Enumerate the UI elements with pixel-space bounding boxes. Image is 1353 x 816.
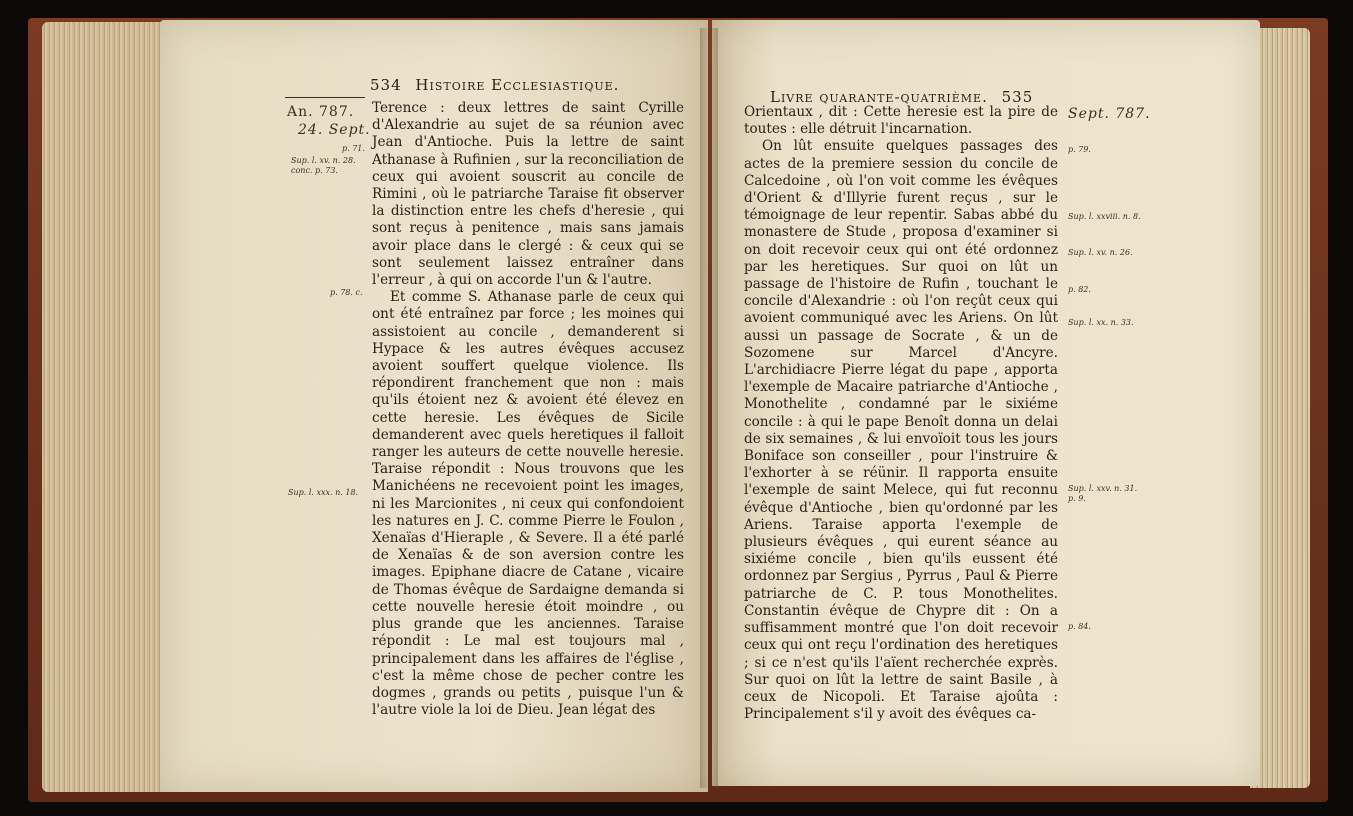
paragraph: Orientaux , dit : Cette heresie est la pire de toutes : elle détruit l'incarnation.: [744, 104, 1058, 138]
book-gutter: [700, 28, 718, 788]
margin-note: p. 71.: [342, 144, 365, 153]
margin-rule: [285, 97, 365, 98]
left-body-text: [372, 100, 684, 719]
margin-year: An. 787.: [287, 104, 355, 120]
margin-note: Sup. l. xxviii. n. 8.: [1068, 212, 1141, 221]
left-running-title: Histoire Ecclesiastique.: [415, 76, 620, 94]
margin-note: Sup. l. xxv. n. 31.: [1068, 484, 1138, 493]
margin-note: p. 9.: [1068, 494, 1086, 503]
paragraph: Et comme S. Athanase parle de ceux qui ont été entraînez par force ; les moines qui assistoient au concile , demanderent si Hypace & les autres évêques accusez avoient souffert quelque violence. Ils répondirent franchement que non : mais qu'ils étoient nez & avoient été élevez en cette heresie. Les évêques de Sicile demanderent avec quels heretiques il falloit ranger les auteurs de cette nouvelle heresie. Taraise répondit : Nous trouvons que les Manichéens ne recevoient point les images, ni les Marcionites , ni ceux qui confondoient les natures en J. C. comme Pierre le Foulon , Xenaïas d'Hieraple , & Severe. Il a été parlé de Xenaïas & de son aversion contre les images. Epiphane diacre de Catane , vicaire de Thomas évêque de Sardaigne demanda si cette nouvelle heresie étoit moindre , ou plus grande que les anciennes. Taraise répondit : Le mal est toujours mal , principalement dans les affaires de l'église , c'est la même chose de pecher contre les dogmes , grands ou petits , puisque l'un & l'autre viole la loi de Dieu. Jean légat des: [372, 289, 684, 719]
page-edges-left: [42, 22, 172, 792]
margin-date: Sept. 787.: [1068, 106, 1151, 122]
right-page-number: 535: [1001, 88, 1034, 106]
right-body-text: [744, 104, 1058, 723]
margin-date: 24. Sept.: [298, 122, 371, 138]
left-running-head: [370, 76, 619, 94]
margin-note: p. 79.: [1068, 145, 1091, 154]
left-page-number: 534: [370, 76, 402, 94]
margin-note: Sup. l. xx. n. 33.: [1068, 318, 1134, 327]
margin-note: Sup. l. xv. n. 26.: [1068, 248, 1133, 257]
margin-note: conc. p. 73.: [291, 166, 338, 175]
margin-note: p. 78. c.: [330, 288, 363, 297]
margin-note: Sup. l. xv. n. 28.: [291, 156, 356, 165]
margin-note: Sup. l. xxx. n. 18.: [288, 488, 359, 497]
margin-note: p. 84.: [1068, 622, 1091, 631]
paragraph: Terence : deux lettres de saint Cyrille d'Alexandrie au sujet de sa réunion avec Jean d'Antioche. Puis la lettre de saint Athanase à Rufinien , sur la reconciliation de ceux qui avoient souscrit au concile de Rimini , où le patriarche Taraise fit observer la distinction entre les chefs d'heresie , qui sont reçus à penitence , mais sans jamais avoir place dans le clergé : & ceux qui se sont seulement laissez entraîner dans l'erreur , à qui on accorde l'un & l'autre.: [372, 100, 684, 289]
margin-note: p. 82.: [1068, 285, 1091, 294]
paragraph: On lût ensuite quelques passages des actes de la premiere session du concile de Calcedoine , où l'on voit comme les évêques d'Orient & d'Illyrie furent reçus , sur le témoignage de leur repentir. Sabas abbé du monastere de Stude , proposa d'examiner si on doit recevoir ceux qui ont été ordonnez par les heretiques. Sur quoi on lût un passage de l'histoire de Rufin , touchant le concile d'Alexandrie : où l'on reçût ceux qui avoient communiqué avec les Ariens. On lût aussi un passage de Socrate , & un de Sozomene sur Marcel d'Ancyre. L'archidiacre Pierre légat du pape , apporta l'exemple de Macaire patriarche d'Antioche , Monothelite , condamné par le sixiéme concile : à qui le pape Benoît donna un delai de six semaines , & lui envoïoit tous les jours Boniface son conseiller , pour l'instruire & l'exhorter à se réünir. Il rapporta ensuite l'exemple de saint Melece, qui fut reconnu évêque d'Antioche , bien qu'ordonné par les Ariens. Taraise apporta l'exemple de plusieurs évêques , qui eurent séance au sixiéme concile , bien qu'ils eussent été ordonnez par Sergius , Pyrrus , Paul & Pierre patriarche de C. P. tous Monothelites. Constantin évêque de Chypre dit : On a suffisamment montré que l'on doit recevoir ceux qui ont reçu l'ordination des heretiques ; si ce n'est qu'ils l'aïent recherchée exprès. Sur quoi on lût la lettre de saint Basile , à ceux de Nicopoli. Et Taraise ajoûta : Principalement s'il y avoit des évêques ca-: [744, 138, 1058, 723]
right-running-title: Livre quarante-quatrième.: [770, 88, 988, 106]
